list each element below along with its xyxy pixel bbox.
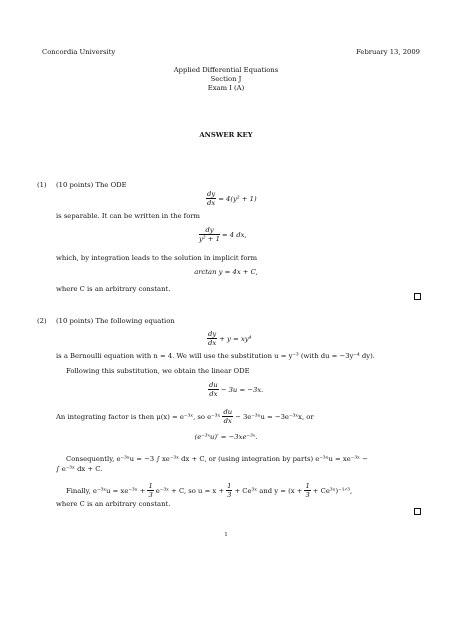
- line-part: e⁻³ˣ + C, so u = x +: [155, 486, 225, 495]
- equation-rhs: + y = xy⁴: [219, 334, 252, 343]
- denominator: 3: [305, 491, 310, 499]
- q1-equation-3: arctan y = 4x + C,: [194, 268, 258, 276]
- fraction-dy-y2p1: [199, 226, 220, 243]
- numerator: du: [223, 408, 233, 416]
- fraction-dy-dx: [206, 190, 216, 207]
- q2-line-2: is a Bernoulli equation with n = 4. We will use the substitution u = y⁻³ (with du = −3y⁻⁴ dy).: [56, 352, 375, 360]
- denominator: dx: [209, 390, 218, 398]
- date: February 13, 2009: [356, 48, 420, 56]
- fraction-one-third: [147, 482, 153, 499]
- q1-intro: (10 points) The ODE: [56, 181, 127, 189]
- qed-box-1: [414, 293, 421, 300]
- fraction-dy-dx: [207, 330, 217, 347]
- q2-line-7: [66, 482, 352, 499]
- fraction-du-dx: [208, 381, 219, 398]
- denominator: 3: [148, 491, 153, 499]
- q2-equation-3: (e⁻³ˣu)′ = −3xe⁻³ˣ.: [194, 433, 258, 441]
- course-title: Applied Differential Equations: [173, 66, 279, 74]
- fraction-du-dx: [222, 408, 233, 425]
- denominator: 3: [227, 491, 232, 499]
- answer-key-heading: ANSWER KEY: [199, 131, 253, 139]
- q1-equation-1: [206, 190, 257, 207]
- line-part: Finally, e⁻³ˣu = xe⁻³ˣ +: [66, 486, 146, 495]
- numerator: du: [209, 381, 218, 389]
- qed-box-2: [414, 508, 421, 515]
- line-part: An integrating factor is then μ(x) = e⁻³ˣ, so e⁻³ˣ: [56, 412, 221, 421]
- numerator: 1: [148, 482, 153, 490]
- exam-label: Exam I (A): [207, 84, 245, 92]
- denominator: dx: [223, 417, 232, 425]
- denominator: y² + 1: [199, 235, 220, 243]
- q2-line-8: where C is an arbitrary constant.: [56, 500, 171, 508]
- denominator: dx: [207, 199, 216, 207]
- q2-number: (2): [37, 317, 47, 325]
- numerator: dy: [207, 190, 216, 198]
- fraction-one-third: [304, 482, 310, 499]
- section-label: Section J: [210, 75, 242, 83]
- q2-equation-2: [208, 381, 263, 398]
- q2-line-3: Following this substitution, we obtain the linear ODE: [66, 367, 250, 375]
- q1-equation-2: [199, 226, 247, 243]
- line-part: − 3e⁻³ˣu = −3e⁻³ˣx, or: [235, 412, 314, 421]
- institution: Concordia University: [42, 48, 116, 56]
- line-part: + Ce³ˣ)⁻¹ᐟ³,: [312, 486, 353, 495]
- equation-rhs: = 4 dx,: [221, 230, 247, 239]
- q2-line-5: Consequently, e⁻³ˣu = −3 ∫ xe⁻³ˣ dx + C, or (using integration by parts) e⁻³ˣu = xe⁻³ˣ −: [66, 455, 368, 463]
- page-number: 1: [224, 532, 228, 538]
- q1-line-4: where C is an arbitrary constant.: [56, 285, 171, 293]
- fraction-one-third: [226, 482, 232, 499]
- equation-rhs: − 3u = −3x.: [220, 385, 264, 394]
- q2-line-4: [56, 408, 314, 425]
- equation-rhs: = 4(y² + 1): [218, 194, 257, 203]
- numerator: dy: [199, 226, 220, 235]
- numerator: 1: [305, 482, 310, 490]
- q2-line-6: ∫ e⁻³ˣ dx + C.: [56, 465, 103, 473]
- numerator: 1: [227, 482, 232, 490]
- line-part: + Ce³ˣ and y = (x +: [234, 486, 303, 495]
- denominator: dx: [208, 339, 217, 347]
- q2-equation-1: [207, 330, 251, 347]
- q1-line-2: is separable. It can be written in the form: [56, 212, 200, 220]
- q2-intro: (10 points) The following equation: [56, 317, 175, 325]
- q1-number: (1): [37, 181, 47, 189]
- numerator: dy: [208, 330, 217, 338]
- q1-line-3: which, by integration leads to the solution in implicit form: [56, 254, 258, 262]
